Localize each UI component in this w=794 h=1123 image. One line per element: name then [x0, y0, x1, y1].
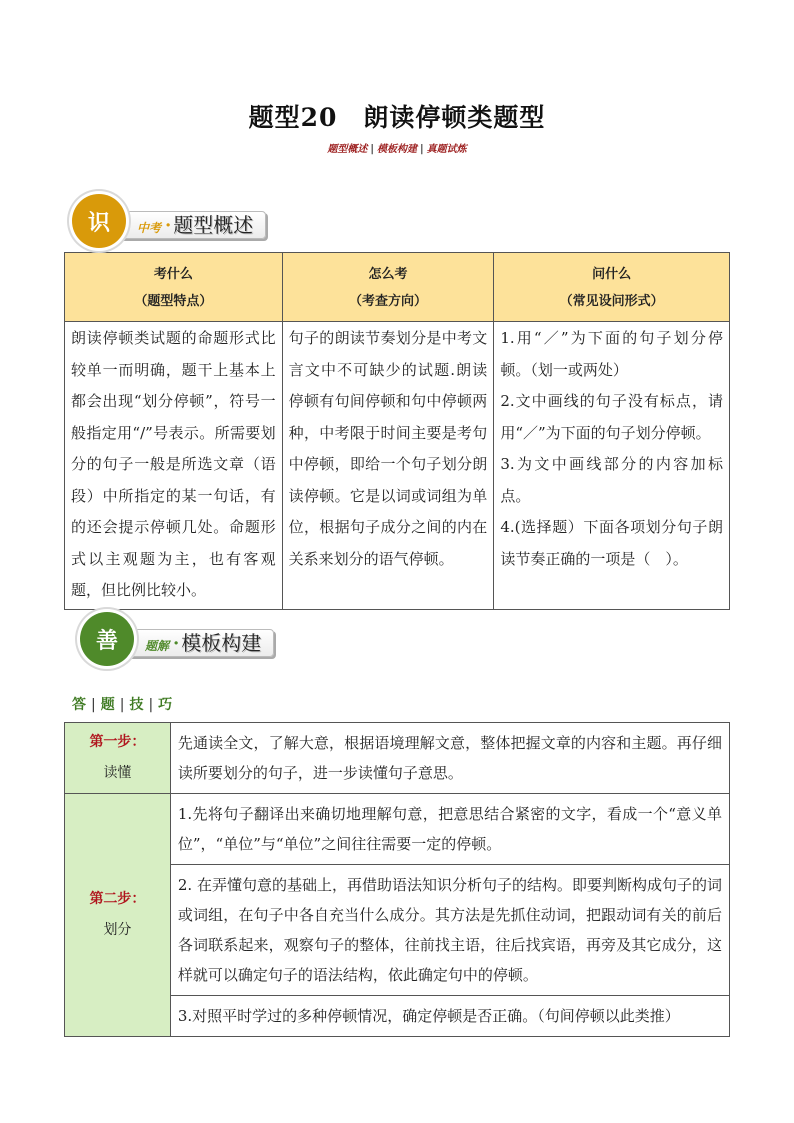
step2-item: 3.对照平时学过的多种停顿情况，确定停顿是否正确。（句间停顿以此类推） [170, 996, 729, 1037]
section-banner-overview [72, 194, 312, 254]
overview-table [64, 252, 730, 610]
table-row [65, 794, 730, 865]
step1-label: 第一步： [89, 734, 146, 750]
header-what [65, 253, 283, 322]
tips-char: 题 [100, 697, 115, 713]
question-form-item: 3.为文中画线部分的内容加标点。 [500, 455, 723, 505]
subtitle-part-template: 模板构建 [377, 144, 417, 155]
badge-icon: 善 [80, 612, 134, 666]
step1-text: 先通读全文，了解大意，根据语境理解文意，整体把握文章的内容和主题。再仔细读所要划分的句子，进一步读懂句子意思。 [170, 723, 729, 794]
banner-bar [112, 211, 266, 239]
header-line: （题型特点） [134, 294, 213, 309]
header-ask [494, 253, 730, 322]
table-row [65, 723, 730, 794]
subtitle-part-practice: 真题试炼 [426, 144, 467, 155]
banner-dot: · [173, 633, 180, 654]
cell-directions: 句子的朗读节奏划分是中考文言文中不可缺少的试题.朗读停顿有句间停顿和句中停顿两种，中考限于时间主要是考句中停顿，即给一个句子划分朗读停顿。它是以词或词组为单位，根据句子成分之间的内在关系来划分的语气停顿。 [282, 322, 494, 610]
answer-tips-heading: 答 | 题 | 技 | 巧 [72, 697, 173, 713]
question-form-item: 2.文中画线的句子没有标点，请用“／”为下面的句子划分停顿。 [500, 392, 723, 442]
banner-bar [120, 629, 274, 657]
page-title: 题型20 朗读停顿类题型 [248, 103, 546, 132]
page-subtitle: 题型概述 | 模板构建 | 真题试炼 [327, 144, 467, 155]
tips-char: 巧 [158, 697, 173, 713]
tips-char: 答 [72, 697, 86, 713]
header-line: （考查方向） [348, 294, 427, 309]
question-form-item: 4.(选择题）下面各项划分句子朗读节奏正确的一项是（ ）。 [500, 518, 723, 568]
section-banner-template [80, 612, 320, 672]
subtitle-part-overview: 题型概述 [327, 144, 368, 155]
header-how [282, 253, 494, 322]
tips-char: 技 [129, 697, 144, 713]
step2-name: 划分 [103, 922, 132, 938]
banner-heading: 模板构建 [181, 631, 262, 655]
header-line: 怎么考 [368, 267, 408, 282]
table-header-row [65, 253, 730, 322]
header-line: （常见设问形式） [559, 294, 664, 309]
step1-cell [65, 723, 171, 794]
banner-tag: 题解 [145, 639, 170, 653]
question-form-item: 1.用“／”为下面的句子划分停顿。（划一或两处） [500, 329, 723, 379]
step1-name: 读懂 [103, 765, 132, 781]
badge-icon: 识 [72, 194, 126, 248]
banner-tag: 中考 [137, 221, 162, 235]
step2-item: 1.先将句子翻译出来确切地理解句意，把意思结合紧密的文字，看成一个“意义单位”，“单位”与“单位”之间往往需要一定的停顿。 [170, 794, 729, 865]
table-row [65, 322, 730, 610]
banner-dot: · [165, 215, 172, 236]
header-line: 考什么 [153, 267, 193, 282]
header-line: 问什么 [592, 267, 632, 282]
cell-question-forms [494, 322, 730, 610]
steps-table [64, 722, 730, 1037]
step2-cell [65, 794, 171, 1037]
banner-heading: 题型概述 [173, 213, 254, 237]
step2-item: 2. 在弄懂句意的基础上，再借助语法知识分析句子的结构。即要判断构成句子的词或词组，在句子中各自充当什么成分。其方法是先抓住动词，把跟动词有关的前后各词联系起来，观察句子的整体，往前找主语，往后找宾语，再旁及其它成分，这样就可以确定句子的语法结构，依此确定句中的停顿。 [170, 865, 729, 996]
step2-label: 第二步： [89, 891, 146, 907]
cell-features: 朗读停顿类试题的命题形式比较单一而明确，题干上基本上都会出现“划分停顿”，符号一般指定用“/”号表示。所需要划分的句子一般是所选文章（语段）中所指定的某一句话，有的还会提示停顿几处。命题形式以主观题为主，也有客观题，但比例比较小。 [65, 322, 283, 610]
